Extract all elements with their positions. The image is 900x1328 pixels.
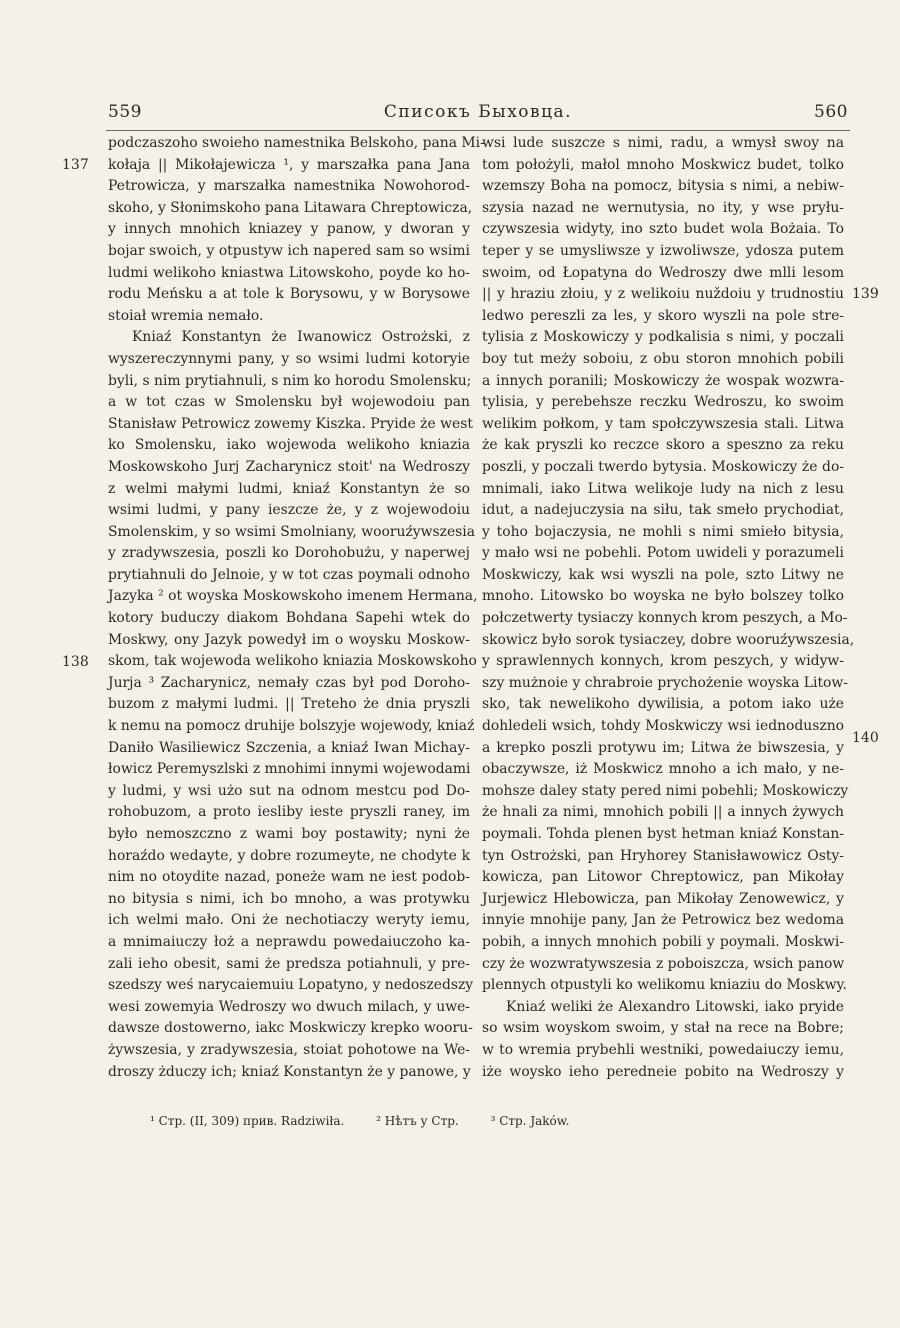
text-line: no bitysia s nimi, ich bo mnoho, a was protywku xyxy=(108,890,470,907)
text-line: poszli, y poczali twerdo bytysia. Moskowiczy że do- xyxy=(482,458,844,475)
text-line: kowicza, pan Litowor Chreptowicz, pan Mikołay xyxy=(482,869,844,886)
text-line: łowicz Peremyszlski z mnohimi innymi wojewodami xyxy=(108,761,471,778)
text-line: było nemoszczno z wami boy postawity; nyni że xyxy=(108,826,470,842)
margin-number: 138 xyxy=(62,654,89,670)
text-line: innyie mnohije pany, Jan że Petrowicz bez wedoma xyxy=(482,912,844,929)
text-line: stoiał wremia nemało. xyxy=(108,307,264,324)
text-line: dohledeli wsich, tohdy Moskwiczy wsi iednoduszno xyxy=(482,718,844,735)
text-line: sko, tak newelikoho dywilisia, a potom iako uże xyxy=(482,696,844,713)
margin-number: 137 xyxy=(62,157,89,173)
text-line: boy tut meży soboiu, z obu storon mnohich pobili xyxy=(482,350,844,367)
text-line: Jurjewicz Hlebowicza, pan Mikołay Zenowewicz, y xyxy=(482,890,844,907)
text-line: a krepko poszli protywu im; Litwa że biwszesia, y xyxy=(482,739,844,756)
text-line: wsi lude suszcze s nimi, radu, a wmysł swoy na xyxy=(482,135,844,151)
text-line: Jurja ³ Zacharynicz, nemały czas był pod Doroho- xyxy=(108,674,470,691)
text-line: Jazyka ² ot woyska Moskowskoho imenem Hermana, xyxy=(108,588,478,605)
text-line: mnoho. Litowsko bo woyska ne było bolszey tolko xyxy=(482,588,844,605)
text-line: a w tot czas w Smolensku był wojewodoiu pan xyxy=(108,394,470,411)
text-line: y sprawlennych konnych, krom peszych, y widyw- xyxy=(482,653,844,670)
text-line: iże woysko ieho peredneie pobito na Wedroszy y xyxy=(482,1063,844,1080)
text-line: tylisia, y perebehsze reczku Wedroszu, ko swoim xyxy=(482,394,844,411)
text-line: bojar swoich, y otpustyw ich napered sam so wsimi xyxy=(108,242,470,259)
text-line: horaźdo wedayte, y dobre rozumeyte, ne chodyte k xyxy=(108,847,470,864)
text-line: tom położyli, małol mnoho Moskwicz budet, tolko xyxy=(482,156,844,173)
text-line: dawsze dostowerno, iakc Moskwiczy krepko wooru- xyxy=(108,1020,473,1037)
text-line: kotory buduczy diakom Bohdana Sapehi wtek do xyxy=(108,610,470,627)
text-line: zali ieho obesit, sami że predsza potiahnuli, y pre- xyxy=(108,955,470,972)
text-line: Daniło Wasiliewicz Szczenia, a kniaź Iwan Michay- xyxy=(108,739,470,756)
text-line: tyn Ostrożski, pan Hryhorey Stanisławowicz Osty- xyxy=(482,847,844,864)
text-line: że hnali za nimi, mnohich pobili || a innych żywych xyxy=(482,804,844,821)
text-line: welikim połkom, y tam społczywszesia stali. Litwa xyxy=(482,415,844,432)
footnotes xyxy=(150,1112,790,1130)
text-line: a mnimaiuczy łoż a neprawdu powedaiuczoho ka- xyxy=(108,933,470,950)
text-line: idut, a nadejuczysia na siłu, tak smeło prychodiat, xyxy=(482,502,844,519)
text-line: skoho, y Słonimskoho pana Litawara Chreptowicza, xyxy=(108,199,473,216)
text-line: obaczywsze, iż Moskwicz mnoho a ich mało, y ne- xyxy=(482,761,844,778)
text-line: czy że wozwratywszesia z poboiszcza, wsich panow xyxy=(482,955,845,972)
right-column xyxy=(482,133,855,1083)
text-line: wsimi ludmi, y pany ieszcze że, y z wojewodoiu xyxy=(108,502,470,519)
text-line: skowicz było sorok tysiaczey, dobre wooruźywszesia, xyxy=(482,631,855,648)
text-line: k nemu na pomocz druhije bolszyje wojewody, kniaź xyxy=(108,718,475,735)
text-line: || y hraziu złoiu, y z welikoiu nuždoiu y trudnostiu xyxy=(482,286,844,303)
text-line: Moskowskoho Jurj Zacharynicz stoit' na Wedroszy xyxy=(108,458,470,475)
text-line: wyszereczynnymi pany, y so wsimi ludmi kotoryie xyxy=(108,350,470,367)
text-line: połczetwerty tysiaczy konnych krom peszych, a Mo- xyxy=(482,610,848,627)
text-line: poymali. Tohda plenen byst hetman kniaź Konstan- xyxy=(482,826,844,842)
margin-number: 139 xyxy=(852,286,879,302)
text-line: nim no otoydite nazad, poneże wam ne iest podob- xyxy=(108,869,470,886)
text-line: y innych mnohich kniazey y panow, y dworan y xyxy=(108,221,470,238)
text-line: żywszesia, y zradywszesia, stoiat pohotowe na We- xyxy=(108,1041,470,1058)
text-line: ich welmi mało. Oni że nechotiaczy weryty iemu, xyxy=(108,912,470,929)
text-line: y ludmi, y wsi użo sut na odnom mestcu pod Do- xyxy=(108,782,470,799)
text-line: ko Smolensku, iako wojewoda welikoho kniazia xyxy=(108,437,470,454)
text-line: Smolenskim, y so wsimi Smolniany, wooruźywszesia xyxy=(108,523,476,540)
text-line: pobih, a innych mnohich pobili y poymali. Moskwi- xyxy=(482,933,844,950)
text-line: prytiahnuli do Jelnoie, y w tot czas poymali odnoho xyxy=(108,566,470,583)
text-line: kołaja || Mikołajewicza ¹, y marszałka pana Jana xyxy=(108,156,470,173)
text-line: buzom z małymi ludmi. || Treteho że dnia pryszli xyxy=(108,696,470,713)
text-line: Kniaź weliki że Alexandro Litowski, iako pryide xyxy=(506,998,844,1015)
text-line: rodu Meńsku a at tole k Borysowu, y w Borysowe xyxy=(108,286,470,303)
footnote: ¹ Стр. (II, 309) прив. Radziwiła. xyxy=(150,1114,345,1128)
text-line: szy mużnoie y chrabroie prychożenie woyska Litow- xyxy=(482,674,848,691)
text-line: ludmi welikoho kniastwa Litowskoho, poyde ko ho- xyxy=(108,264,470,281)
text-line: czywszesia widyty, ino szto budet wola Bożaia. To xyxy=(482,221,844,238)
left-column xyxy=(108,133,485,1083)
footnote: ³ Стр. Jaków. xyxy=(490,1114,570,1128)
running-header xyxy=(108,102,848,126)
page-number-left: 559 xyxy=(108,102,142,122)
text-line: Kniaź Konstantyn że Iwanowicz Ostrożski, z xyxy=(132,329,470,346)
text-line: teper y se umysliwsze y izwoliwsze, ydosza putem xyxy=(482,242,844,259)
text-line: mnimali, iako Litwa welikoje ludy na nich z lesu xyxy=(482,480,844,497)
text-line: Moskwiczy, kak wsi wyszli na pole, szto Litwy ne xyxy=(482,566,844,583)
text-line: w to wremia prybehli westniki, powedaiuczy iemu, xyxy=(482,1041,844,1058)
text-line: tylisia z Moskowiczy y podkalisia s nimi, y poczali xyxy=(482,329,844,346)
text-line: mohsze daley staty pered nimi pobehli; Moskowiczy xyxy=(482,782,849,799)
text-line: y toho bojaczysia, ne mohli s nimi smieło bitysia, xyxy=(482,523,844,540)
text-line: wzemszy Boha na pomocz, bitysia s nimi, a nebiw- xyxy=(482,178,844,195)
text-line: y mało wsi ne pobehli. Potom uwideli y porazumeli xyxy=(482,545,844,562)
text-line: so wsim woyskom swoim, y stał na rece na Bobre; xyxy=(482,1020,844,1037)
text-line: Moskwy, ony Jazyk powedył im o woysku Moskow- xyxy=(108,631,470,648)
text-line: a innych poranili; Moskowiczy że wospak wozwra- xyxy=(482,372,844,389)
text-line: z welmi małymi ludmi, kniaź Konstantyn że so xyxy=(108,480,470,497)
text-line: wesi zowemyia Wedroszy wo dwuch milach, y uwe- xyxy=(108,998,470,1015)
text-line: że kak pryszli ko reczce skoro a speszno za reku xyxy=(482,437,844,454)
text-line: rohobuzom, a proto iesliby ieste pryszli raney, im xyxy=(108,804,470,821)
text-line: droszy żduczy ich; kniaź Konstantyn że y panowe, y xyxy=(108,1063,471,1080)
footnote: ² Нѣтъ у Стр. xyxy=(376,1114,459,1128)
text-line: Petrowicza, y marszałka namestnika Nowohorod- xyxy=(108,178,470,195)
text-line: swoim, od Łopatyna do Wedroszy dwe mlli lesom xyxy=(482,264,844,281)
text-line: szysia nazad ne wernutysia, no ity, y wse pryłu- xyxy=(482,199,844,216)
text-line: plennych otpustyli ko welikomu kniaziu do Moskwy. xyxy=(482,977,847,994)
text-line: Stanisław Petrowicz zowemy Kiszka. Pryide że west xyxy=(108,415,473,432)
text-line: y zradywszesia, poszli ko Dorohobużu, y naperwej xyxy=(108,545,470,562)
text-line: byli, s nim prytiahnuli, s nim ko horodu Smolensku; xyxy=(108,372,472,389)
text-line: podczaszoho swoieho namestnika Belskoho, pana Mi- xyxy=(108,135,485,151)
page-number-right: 560 xyxy=(814,102,848,122)
text-line: szedszy weś narycaiemuiu Lopatyno, y nedoszedszy xyxy=(108,977,474,994)
text-line: skom, tak wojewoda welikoho kniazia Moskowskoho xyxy=(108,653,477,670)
header-rule xyxy=(106,130,850,131)
text-line: ledwo pereszli za les, y skoro wyszli na pole stre- xyxy=(482,307,844,324)
page-title: Списокъ Быховца. xyxy=(383,102,573,122)
margin-number: 140 xyxy=(852,730,879,746)
